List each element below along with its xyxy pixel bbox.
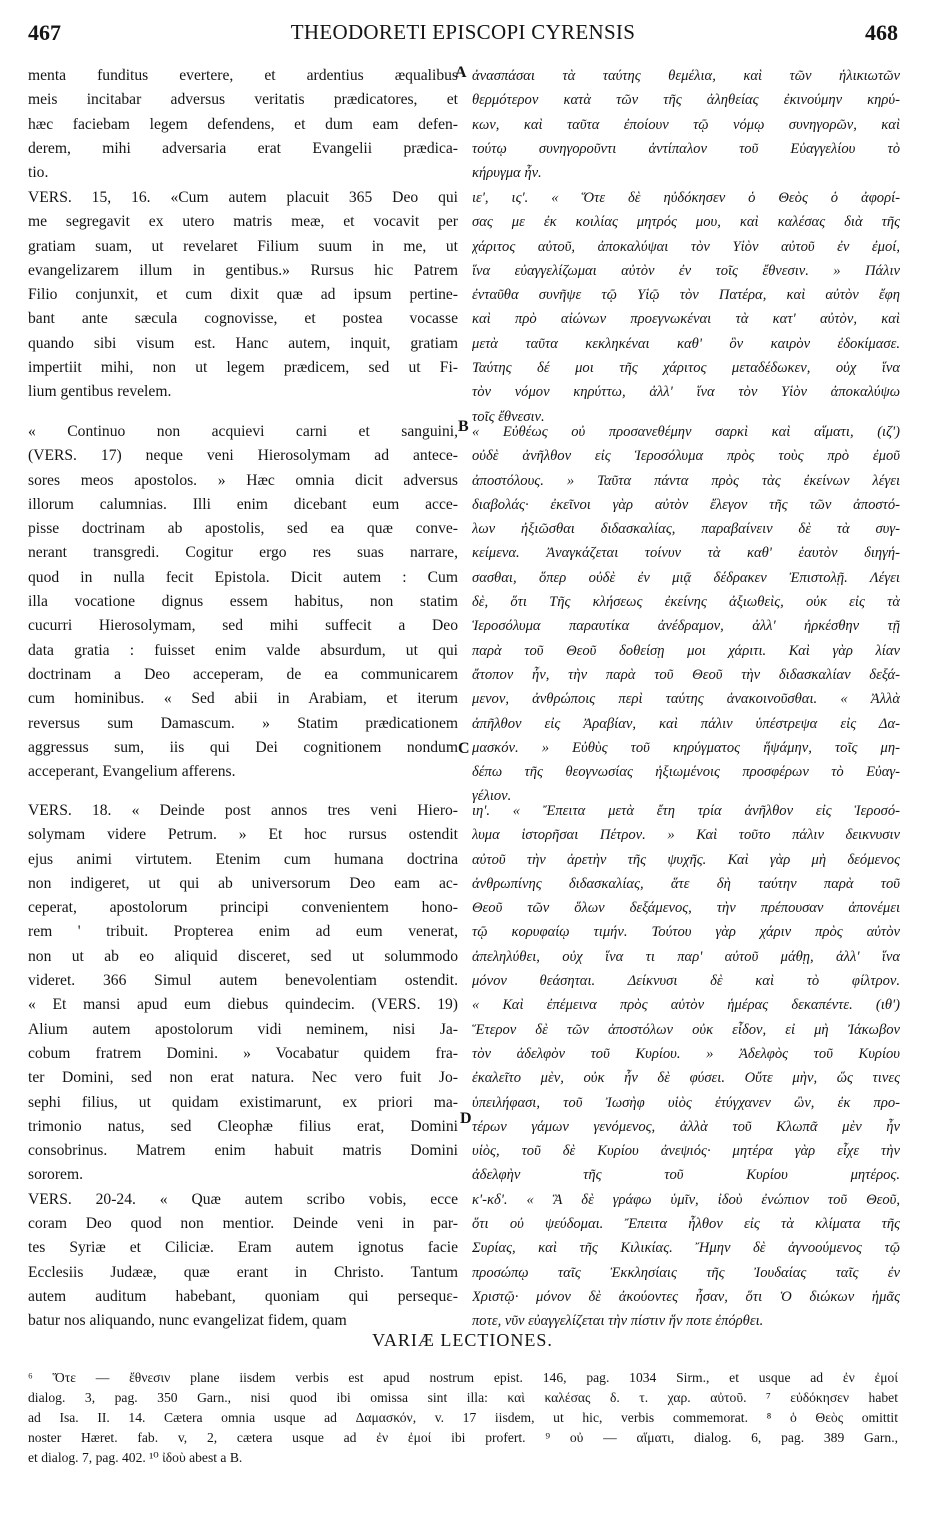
text-line: nerant transgredi. Cogitur ergo res suas narrare,	[28, 544, 458, 562]
text-line: τὸν ἀδελφὸν τοῦ Κυρίου. » Ἀδελφὸς τοῦ Κυρίου	[472, 1045, 900, 1062]
text-line: batur nos aliquando, nunc evangelizat fidem, quam	[28, 1312, 347, 1330]
text-line: menta funditus evertere, et ardentius æqualibus	[28, 67, 458, 84]
greek-paragraph-4	[472, 799, 900, 1334]
text-line: ιη'. « Ἔπειτα μετὰ ἔτη τρία ἀνῆλθον εἰς Ἱεροσό-	[472, 803, 900, 819]
text-line: sephi filius, ut quidam existimarunt, ex priori ma-	[28, 1093, 458, 1111]
text-line: οὐδὲ ἀνῆλθον εἰς Ἱεροσόλυμα πρὸς τοὺς πρὸ ἐμοῦ	[472, 448, 900, 465]
text-line: ἀπεληλύθει, οὐχ ἵνα τι παρ' αὐτοῦ μάθῃ, ἀλλ' ἵνα	[472, 948, 900, 965]
text-line: non ut ab eo aliquid disceret, sed ut solummodo	[28, 947, 458, 965]
text-line: κων, καὶ ταῦτα ἐποίουν τῷ νόμῳ συνηγορῶν, καὶ	[472, 116, 900, 133]
latin-paragraph-4	[28, 799, 458, 1334]
text-line: autem auditum habebant, quoniam qui persequε-	[28, 1287, 458, 1305]
text-line: δὲ, ὅτι Τῆς κλήσεως ἐκείνης ἀξιωθεὶς, οὐκ εἰς τὰ	[472, 594, 900, 611]
text-line: quod in nulla fecit Epistola. Dicit autem : Cum	[28, 568, 458, 586]
text-line: κείμενα. Ἀναγκάζεται τοίνυν τὰ καθ' ἑαυτὸν διηγή-	[472, 545, 900, 562]
page-number-left: 467	[28, 20, 61, 45]
latin-paragraph-2	[28, 186, 458, 405]
text-line: λων ἠξιῶσθαι διδασκαλίας, παραβαίνειν δὲ τὰ συγ-	[472, 521, 900, 538]
text-line: illa vocatione dignus essem habitus, non statim	[28, 593, 458, 611]
text-line: Ecclesiis Judææ, quæ erant in Christo. Tantum	[28, 1263, 458, 1281]
greek-paragraph-3	[472, 420, 900, 809]
text-line: data gratia : fuisset enim valde absurdum, ut qui	[28, 641, 458, 659]
text-line: κήρυγμα ἦν.	[472, 165, 542, 182]
text-line: trimonio natus, sed Cleophæ filius erat, Domini	[28, 1117, 458, 1135]
text-line: derem, mihi adversaria erat Evangelii prædica-	[28, 139, 458, 157]
text-line: μασκόν. » Εὐθὺς τοῦ κηρύγματος ἥψάμην, τοῖς μη-	[472, 739, 900, 756]
text-line: ad Isa. II. 14. Cætera omnia usque ad Δαμασκόν, v. 17 iisdem, ut hic, verbis commemorat. ⁸ ὁ Θεὸς omittit	[28, 1410, 898, 1425]
text-line: ejus animi virtutem. Etenim cum humana doctrina	[28, 850, 458, 868]
text-line: προσώπῳ ταῖς Ἐκκλησίαις τῆς Ἰουδαίας ταῖς ἐν	[472, 1264, 900, 1281]
text-line: παρὰ τοῦ Θεοῦ δοθείσῃ μοι χάριτι. Καὶ γὰρ λίαν	[472, 642, 900, 659]
text-line: lium gentibus revelem.	[28, 383, 172, 401]
text-line: Χριστῷ· μόνον δὲ ἀκούοντες ἦσαν, ὅτι Ὁ διώκων ἡμᾶς	[472, 1288, 900, 1305]
text-line: ἵνα εὐαγγελίζωμαι αὐτὸν ἐν τοῖς ἔθνεσιν. » Πάλιν	[472, 262, 900, 279]
text-line: μενον, ἀνθρώποις περὶ ταύτης ἀνακοινοῦσθαι. « Ἀλλὰ	[472, 691, 900, 708]
text-line: χάριτος αὐτοῦ, ἀποκαλύψαι τὸν Υἱὸν αὐτοῦ ἐν ἐμοί,	[472, 238, 900, 255]
text-line: Ἕτερον δὲ τῶν ἀποστόλων οὐκ εἶδον, εἰ μὴ Ἰάκωβον	[472, 1021, 900, 1038]
text-line: δέπω τῆς θεογνωσίας ἠξιωμένοις προσφέρων τὸ Εὐαγ-	[472, 764, 900, 781]
page-number-right: 468	[865, 20, 898, 45]
text-line: cobum fratrem Domini. » Vocabatur quidem fra-	[28, 1044, 458, 1062]
text-line: ὅτι οὐ ψεύδομαι. Ἔπειτα ἦλθον εἰς τὰ κλίματα τῆς	[472, 1216, 900, 1233]
text-line: consobrinus. Matrem enim habuit matris Domini	[28, 1142, 458, 1160]
text-line: (VERS. 17) neque veni Hierosolymam ad antece-	[28, 447, 458, 465]
text-line: « Et mansi apud eum diebus quindecim. (VERS. 19)	[28, 996, 458, 1014]
text-line: « Continuo non acquievi carni et sanguini,	[28, 423, 458, 440]
text-line: doctrinam a Deo acceperam, de ea communicarem	[28, 665, 458, 683]
text-line: ὑπειλήφασι, τοῦ Ἰωσὴφ υἱὸς ἐτύγχανεν ὢν, ἐκ προ-	[472, 1094, 900, 1111]
text-line: impertiit mihi, non ut legem prædicem, sed ut Fi-	[28, 359, 458, 377]
text-line: cum hominibus. « Sed abii in Arabiam, et iterum	[28, 690, 458, 708]
text-line: Alium autem apostolorum vidi neminem, nisi Ja-	[28, 1020, 458, 1038]
text-line: γέλιον.	[472, 788, 512, 805]
margin-marker-d: D	[460, 1110, 472, 1127]
text-line: acceperant, Evangelium afferens.	[28, 763, 236, 781]
text-line: solymam videre Petrum. » Et hoc rursus ostendit	[28, 826, 458, 844]
text-line: τῷ κορυφαίῳ τιμήν. Τούτου γὰρ χάριν πρὸς αὐτὸν	[472, 924, 900, 941]
text-line: ιε', ις'. « Ὅτε δὲ ηὐδόκησεν ὁ Θεὸς ὁ ἀφορί-	[472, 190, 900, 206]
text-line: sororem.	[28, 1166, 83, 1184]
text-line: ceperat, apostolorum principi convenientem hono-	[28, 899, 458, 917]
text-line: μόνον θεάσηται. Δείκνυσι δὲ καὶ τὸ φίλτρον.	[472, 973, 900, 990]
text-line: VERS. 20-24. « Quæ autem scribo vobis, ecce	[28, 1190, 458, 1208]
text-line: me segregavit ex utero matris meæ, et vocavit per	[28, 213, 458, 231]
text-line: « Καὶ ἐπέμεινα πρὸς αὐτὸν ἡμέρας δεκαπέντε. (ιθ')	[472, 997, 900, 1014]
text-line: coram Deo quod non mentior. Deinde veni in par-	[28, 1215, 458, 1233]
text-line: ἀποστόλους. » Ταῦτα πάντα πρὸς τὰς ἐκείνων λέγει	[472, 472, 900, 489]
text-line: quando sibi visum est. Hanc autem, inquit, gratiam	[28, 334, 458, 352]
text-line: cucurri Hierosolymam, sed mihi suffecit a Deo	[28, 617, 458, 635]
variae-lectiones-title: VARIÆ LECTIONES.	[372, 1330, 553, 1350]
text-line: ἀνασπάσαι τὰ ταύτης θεμέλια, καὶ τῶν ἡλικιωτῶν	[472, 68, 900, 84]
text-line: ἀδελφὴν τῆς τοῦ Κυρίου μητέρος.	[472, 1167, 900, 1184]
text-line: τούτῳ συνηγοροῦντι ἀντίπαλον τοῦ Εὐαγγελίου τὸ	[472, 140, 900, 157]
text-line: videret. 366 Simul autem benevolentiam ostendit.	[28, 972, 458, 990]
greek-paragraph-2	[472, 186, 900, 429]
text-line: ἐκαλεῖτο μὲν, οὐκ ἦν δὲ φύσει. Οὔτε μὴν, ὥς τινες	[472, 1070, 900, 1087]
text-line: τοῖς ἔθνεσιν.	[472, 408, 545, 425]
text-line: ἐνταῦθα συνῆψε τῷ Υἱῷ τὸν Πατέρα, καὶ αὐτὸν ἔφη	[472, 287, 900, 304]
text-line: reversus sum Damascum. » Statim prædicationem	[28, 714, 458, 732]
text-line: τὸν νόμον κηρύττω, ἀλλ' ἵνα τὸν Υἱὸν ἀποκαλύψω	[472, 384, 900, 401]
text-line: VERS. 15, 16. «Cum autem placuit 365 Deo qui	[28, 189, 458, 206]
greek-paragraph-1	[472, 64, 900, 185]
text-line: σας με ἐκ κοιλίας μητρός μου, καὶ καλέσας διὰ τῆς	[472, 214, 900, 231]
text-line: Ἱεροσόλυμα παραυτίκα ἀνέδραμον, ἀλλ' ἠρκέσθην τῇ	[472, 618, 900, 635]
margin-marker-a: A	[455, 64, 467, 81]
text-line: tes Syriæ et Ciliciæ. Eram autem ignotus facie	[28, 1239, 458, 1257]
text-line: ποτε, νῦν εὐαγγελίζεται τὴν πίστιν ἥν ποτε ἐπόρθει.	[472, 1313, 764, 1330]
text-line: meis incitabar adversus veritatis prædicatores, et	[28, 91, 458, 109]
text-line: evangelizarem illum in gentibus.» Rursus hic Patrem	[28, 261, 458, 279]
text-line: ἀπῆλθον εἰς Ἀραβίαν, καὶ πάλιν ὑπέστρεψα εἰς Δα-	[472, 715, 900, 732]
text-line: Συρίας, καὶ τῆς Κιλικίας. Ἤμην δὲ ἀγνοούμενος τῷ	[472, 1240, 900, 1257]
text-line: « Εὐθέως οὐ προσανεθέμην σαρκὶ καὶ αἵματι, (ιζ')	[472, 424, 900, 440]
text-line: et dialog. 7, pag. 402. ¹⁰ ἰδοὺ abest a B.	[28, 1450, 243, 1465]
text-line: ἄτοπον ἦν, τὴν παρὰ τοῦ Θεοῦ τὴν διδασκαλίαν δεξά-	[472, 666, 900, 683]
text-line: μετὰ ταῦτα κεκληκέναι καθ' ὃν καιρὸν ἐδοκίμασε.	[472, 335, 900, 352]
text-line: hæc faciebam legem defendens, et dum eam defen-	[28, 115, 458, 133]
latin-paragraph-3	[28, 420, 458, 784]
latin-paragraph-1	[28, 64, 458, 185]
text-line: Ταύτης δέ μοι τῆς χάριτος μεταδέδωκεν, οὐχ ἵνα	[472, 360, 900, 377]
text-line: illorum calumnias. Illi enim dicebant eum acce-	[28, 495, 458, 513]
text-line: aggressus sum, iis qui Dei cognitionem nondum	[28, 738, 458, 756]
text-line: noster Hæret. fab. v, 2, cætera usque ad ἐν ἐμοί ibi profert. ⁹ οὐ — αἵματι, dialog. 6, pag. 389 Garn.,	[28, 1430, 898, 1445]
page-header	[28, 20, 898, 54]
text-line: non indigeret, ut qui ab universorum Deo eam ac-	[28, 874, 458, 892]
text-line: gratiam suam, ut revelaret Filium suum in me, ut	[28, 237, 458, 255]
text-line: ἀνθρωπίνης διδασκαλίας, ἅτε δὴ ταύτην παρὰ τοῦ	[472, 875, 900, 892]
margin-marker-b: B	[458, 418, 469, 435]
text-line: διαβολάς· ἐκεῖνοι γὰρ αὐτὸν ἔλεγον τῆς τῶν ἀποστό-	[472, 496, 900, 513]
text-line: sores meos apostolos. » Hæc omnia dicit adversus	[28, 471, 458, 489]
text-line: Θεοῦ τῶν ὅλων δεξάμενος, τὴν πρέπουσαν ἀπονέμει	[472, 900, 900, 917]
text-line: λυμα ἱστορῆσαι Πέτρον. » Καὶ τοῦτο πάλιν δεικνυσιν	[472, 827, 900, 844]
text-line: rem ' tribuit. Propterea enim ad eum venerat,	[28, 923, 458, 941]
text-line: θερμότερον κατὰ τῶν τῆς ἀληθείας ἐκινούμην κηρύ-	[472, 92, 900, 109]
text-line: VERS. 18. « Deinde post annos tres veni Hiero-	[28, 802, 458, 819]
text-line: κ'-κδ'. « Ἃ δὲ γράφω ὑμῖν, ἰδοὺ ἐνώπιον τοῦ Θεοῦ,	[472, 1191, 900, 1208]
text-line: ter Domini, sed non erat natura. Nec vero fuit Jo-	[28, 1069, 458, 1087]
text-line: pisse doctrinam ab apostolis, sed ea quæ conve-	[28, 520, 458, 538]
text-line: καὶ πρὸ αἰώνων προεγνωκέναι τὰ κατ' αὐτὸν, καὶ	[472, 311, 900, 328]
text-line: tio.	[28, 164, 49, 182]
text-line: αὐτοῦ τὴν ἀρετὴν τῆς ψυχῆς. Καὶ γὰρ μὴ δεόμενος	[472, 851, 900, 868]
text-line: dialog. 3, pag. 350 Garn., nisi quod ibi omissa sint illa: καὶ καλέσας δ. τ. χαρ. αὐτοῦ. ⁷ εὐδόκησεν habet	[28, 1390, 898, 1405]
text-line: ⁶ Ὅτε — ἔθνεσιν plane iisdem verbis est apud nostrum epist. 146, pag. 1034 Sirm., et usque ad ἐν ἐμοί	[28, 1370, 898, 1385]
text-line: υἱὸς, τοῦ δὲ Κυρίου ἀνεψιός· μητέρα γὰρ εἶχε τὴν	[472, 1143, 900, 1160]
text-line: Filio conjunxit, et cum dixit quæ ad ipsum pertine-	[28, 286, 458, 304]
text-line: bant ante sæcula cognovisse, et postea vocasse	[28, 310, 458, 328]
text-line: τέρων γάμων γενόμενος, ἀλλὰ τοῦ Κλωπᾶ μὲν ἦν	[472, 1118, 900, 1135]
variae-lectiones-notes	[28, 1368, 898, 1468]
text-line: σασθαι, ὅπερ οὐδὲ ἐν μιᾷ δέδρακεν Ἐπιστολῇ. Λέγει	[472, 569, 900, 586]
margin-marker-c: C	[458, 740, 470, 757]
running-title: THEODORETI EPISCOPI CYRENSIS	[290, 20, 636, 44]
